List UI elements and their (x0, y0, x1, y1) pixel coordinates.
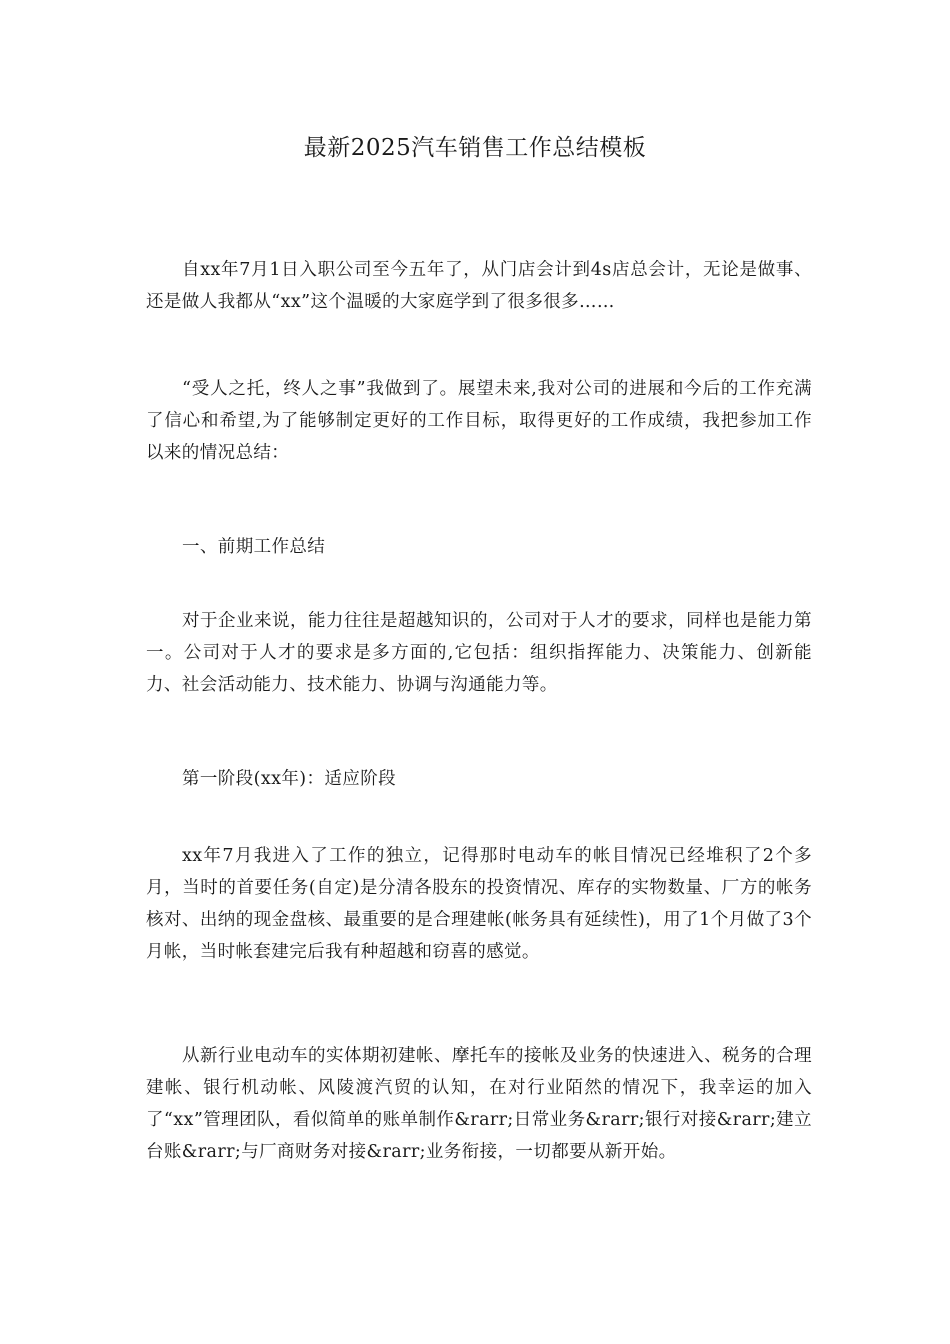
paragraph-stage-one: xx年7月我进入了工作的独立，记得那时电动车的帐目情况已经堆积了2个多月，当时的首要任务(自定)是分清各股东的投资情况、库存的实物数量、厂方的帐务核对、出纳的现金盘核、最重要的是合理建帐(帐务具有延续性)，用了1个月做了3个月帐，当时帐套建完后我有种超越和窃喜的感觉。 (146, 846, 812, 962)
section-heading-early-work: 一、前期工作总结 (182, 537, 326, 557)
paragraph-intro: 自xx年7月1日入职公司至今五年了，从门店会计到4s店总会计，无论是做事、还是做人我都从“xx”这个温暖的大家庭学到了很多很多…… (146, 260, 812, 312)
document-title: 最新2025汽车销售工作总结模板 (303, 135, 647, 161)
paragraph-outlook: “受人之托，终人之事”我做到了。展望未来,我对公司的进展和今后的工作充满了信心和希望,为了能够制定更好的工作目标，取得更好的工作成绩，我把参加工作以来的情况总结： (146, 379, 812, 463)
stage-heading-adaptation: 第一阶段(xx年)：适应阶段 (182, 769, 396, 789)
paragraph-abilities: 对于企业来说，能力往往是超越知识的，公司对于人才的要求，同样也是能力第一。公司对于人才的要求是多方面的,它包括：组织指挥能力、决策能力、创新能力、社会活动能力、技术能力、协调与沟通能力等。 (146, 611, 812, 695)
paragraph-new-industry: 从新行业电动车的实体期初建帐、摩托车的接帐及业务的快速进入、税务的合理建帐、银行机动帐、风陵渡汽贸的认知，在对行业陌然的情况下，我幸运的加入了“xx”管理团队，看似简单的账单制作&rarr;日常业务&rarr;银行对接&rarr;建立台账&rarr;与厂商财务对接&rarr;业务衔接，一切都要从新开始。 (146, 1046, 812, 1162)
